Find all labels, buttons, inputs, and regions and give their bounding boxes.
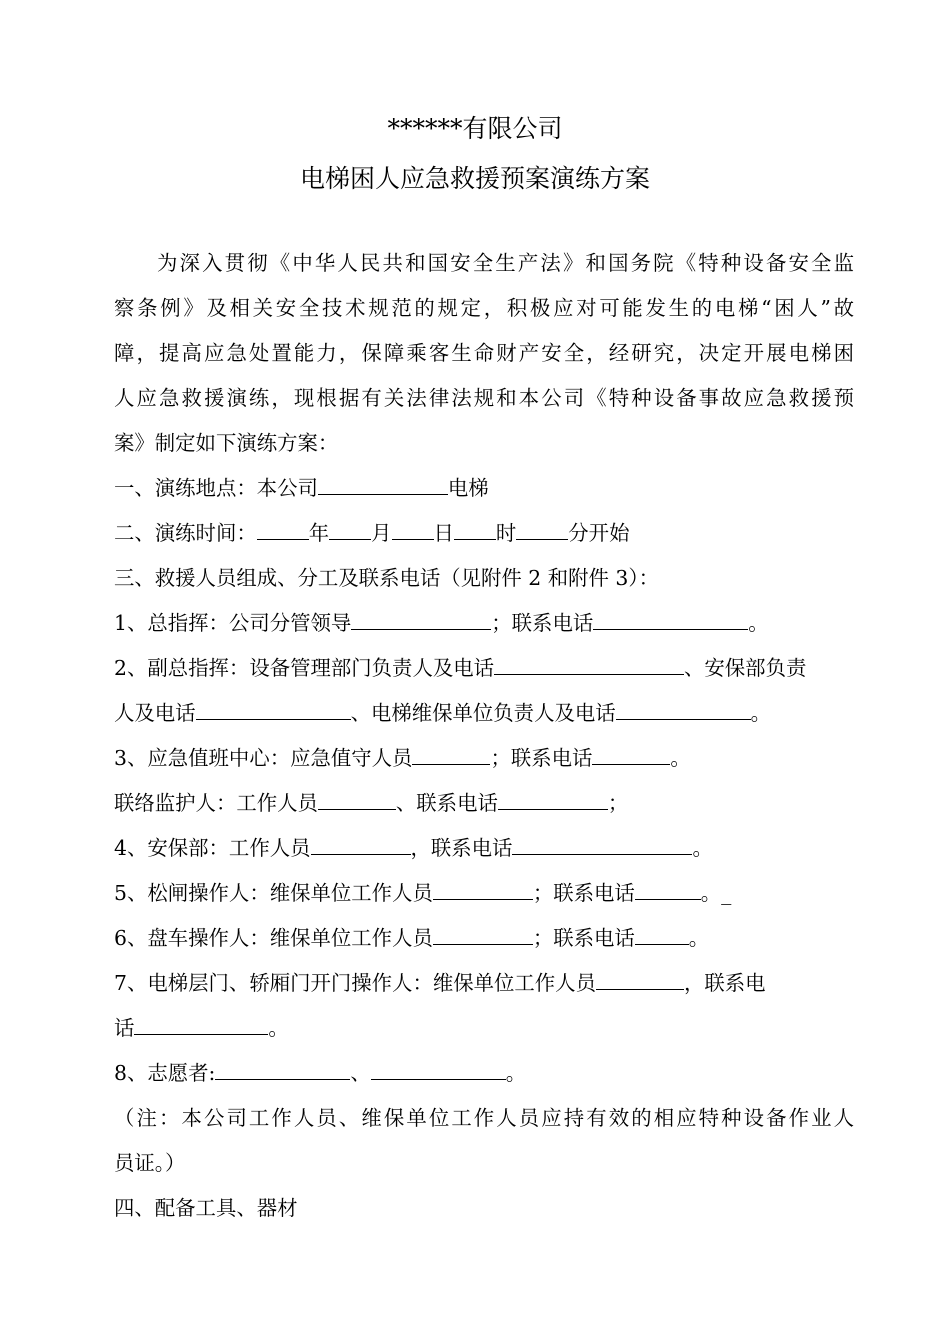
duty-center-line: 3、应急值班中心：应急值守人员 ；联系电话 。 bbox=[114, 746, 691, 770]
door-operator-line-2: 话 。 bbox=[114, 1016, 289, 1040]
volunteer-1-blank[interactable] bbox=[215, 1064, 350, 1080]
duty-person-blank[interactable] bbox=[412, 749, 490, 765]
intro-line: 人应急救援演练，现根据有关法律法规和本公司《特种设备事故应急救援预 bbox=[114, 386, 854, 410]
security-dept-blank[interactable] bbox=[196, 704, 351, 720]
note-line: 员证。） bbox=[114, 1151, 186, 1175]
drill-time-line: 二、演练时间： 年 月 日 时 分开始 bbox=[114, 521, 630, 545]
brake-phone-blank[interactable] bbox=[635, 884, 701, 900]
intro-line: 案》制定如下演练方案： bbox=[114, 431, 339, 455]
security-line: 4、安保部：工作人员 ，联系电话 。 bbox=[114, 836, 713, 860]
equipment-dept-blank[interactable] bbox=[494, 659, 684, 675]
maintenance-unit-blank[interactable] bbox=[616, 704, 751, 720]
door-phone-blank[interactable] bbox=[134, 1019, 268, 1035]
liaison-person-blank[interactable] bbox=[318, 794, 396, 810]
brake-person-blank[interactable] bbox=[433, 884, 533, 900]
staff-heading: 三、救援人员组成、分工及联系电话（见附件 2 和附件 3）： bbox=[114, 566, 659, 590]
intro-line: 察条例》及相关安全技术规范的规定，积极应对可能发生的电梯“困人”故 bbox=[114, 296, 854, 320]
location-blank[interactable] bbox=[318, 479, 448, 495]
commander-name-blank[interactable] bbox=[351, 614, 491, 630]
security-person-blank[interactable] bbox=[311, 839, 411, 855]
day-blank[interactable] bbox=[392, 524, 434, 540]
note-paragraph bbox=[114, 1096, 854, 1186]
turning-phone-blank[interactable] bbox=[635, 929, 689, 945]
liaison-line: 联络监护人：工作人员 、联系电话 ； bbox=[114, 791, 629, 815]
drill-location-line: 一、演练地点：本公司 电梯 bbox=[114, 476, 489, 500]
minute-blank[interactable] bbox=[516, 524, 568, 540]
turning-operator-line: 6、盘车操作人：维保单位工作人员 ；联系电话 。 bbox=[114, 926, 710, 950]
commander-phone-blank[interactable] bbox=[593, 614, 748, 630]
commander-line: 1、总指挥：公司分管领导 ；联系电话 。 bbox=[114, 611, 769, 635]
brake-operator-line: 5、松闸操作人：维保单位工作人员 ；联系电话 。_ bbox=[114, 881, 732, 905]
door-operator-line-1: 7、电梯层门、轿厢门开门操作人：维保单位工作人员 ，联系电 bbox=[114, 971, 766, 995]
duty-phone-blank[interactable] bbox=[592, 749, 670, 765]
intro-line: 为深入贯彻《中华人民共和国安全生产法》和国务院《特种设备安全监 bbox=[157, 251, 854, 275]
intro-paragraph bbox=[114, 241, 854, 466]
deputy-line-1: 2、副总指挥：设备管理部门负责人及电话 、安保部负责 bbox=[114, 656, 807, 680]
volunteer-2-blank[interactable] bbox=[371, 1064, 506, 1080]
deputy-line-2: 人及电话 、电梯维保单位负责人及电话 。 bbox=[114, 701, 772, 725]
liaison-phone-blank[interactable] bbox=[498, 794, 608, 810]
intro-line: 障，提高应急处置能力，保障乘客生命财产安全，经研究，决定开展电梯困 bbox=[114, 341, 854, 365]
note-line: （注：本公司工作人员、维保单位工作人员应持有效的相应特种设备作业人 bbox=[114, 1106, 854, 1130]
door-person-blank[interactable] bbox=[596, 974, 684, 990]
company-name: ******有限公司 bbox=[387, 114, 563, 143]
year-blank[interactable] bbox=[257, 524, 309, 540]
equipment-heading: 四、配备工具、器材 bbox=[114, 1196, 298, 1220]
security-phone-blank[interactable] bbox=[512, 839, 692, 855]
document-title: 电梯困人应急救援预案演练方案 bbox=[299, 164, 650, 193]
volunteer-line: 8、志愿者: 、 。 bbox=[114, 1061, 527, 1085]
turning-person-blank[interactable] bbox=[433, 929, 533, 945]
hour-blank[interactable] bbox=[454, 524, 496, 540]
month-blank[interactable] bbox=[329, 524, 371, 540]
